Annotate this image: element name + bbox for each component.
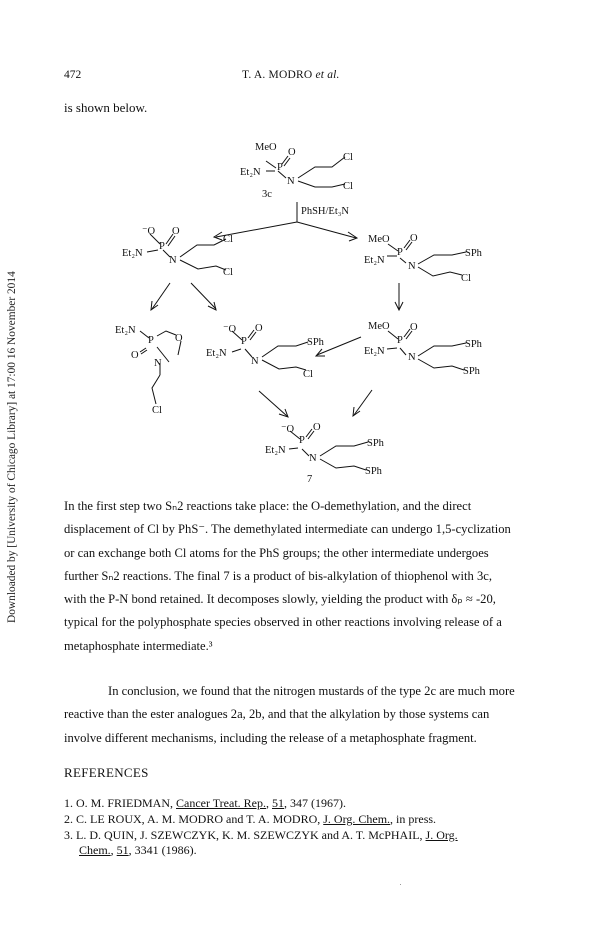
label-n: N <box>287 176 295 187</box>
compound-label-7: 7 <box>307 474 313 485</box>
label-o-minus: ⁻O <box>142 226 156 237</box>
label-sph: SPh <box>465 339 482 350</box>
reference-item <box>64 796 458 812</box>
paragraph-line: typical for the polyphosphate species observed in other reactions involving release of a <box>64 615 502 630</box>
reference-pages: , 3341 (1986). <box>128 843 197 858</box>
label-o: O <box>172 226 180 237</box>
label-p: P <box>148 335 154 346</box>
reference-item-continuation <box>64 843 458 859</box>
label-et2n: Et₂N <box>115 325 136 336</box>
reference-journal: Cancer Treat. Rep. <box>176 796 266 810</box>
reference-sep: , <box>266 796 272 810</box>
label-n: N <box>408 352 416 363</box>
paragraph-line: displacement of Cl by PhS⁻. The demethylated intermediate can undergo 1,5-cyclization <box>64 522 511 537</box>
label-sph: SPh <box>465 248 482 259</box>
label-p: P <box>241 336 247 347</box>
intro-sentence: is shown below. <box>64 100 148 115</box>
reference-volume: 51 <box>272 796 284 810</box>
reference-journal: J. Org. <box>425 827 458 842</box>
label-et2n: Et₂N <box>364 346 385 357</box>
reference-journal: J. Org. Chem. <box>323 811 391 826</box>
label-et2n: Et₂N <box>206 348 227 359</box>
paragraph-line: In the first step two Sₙ2 reactions take place: the O-demethylation, and the direct <box>64 499 472 513</box>
reference-sep: , <box>110 843 117 858</box>
reference-journal: Chem. <box>79 843 111 858</box>
label-n: N <box>408 261 416 272</box>
running-head-authors: T. A. MODRO <box>242 69 313 81</box>
download-watermark: Downloaded by [University of Chicago Library] at 17:00 16 November 2014 <box>6 271 18 623</box>
reference-item <box>64 812 458 828</box>
reference-volume: 51 <box>116 843 129 858</box>
label-n: N <box>169 255 177 266</box>
paragraph-line: with the P-N bond retained. It decomposes slowly, yielding the product with δₚ ≈ -20, <box>64 592 496 607</box>
label-p: P <box>397 247 403 258</box>
label-cl: Cl <box>343 152 353 163</box>
paragraph-line: reactive than the ester analogues 2a, 2b, and that the alkylation by those systems can <box>64 707 490 722</box>
label-o: O <box>410 233 418 244</box>
label-et2n: Et₂N <box>364 255 385 266</box>
label-cl: Cl <box>223 267 233 278</box>
reference-pages: , 347 (1967). <box>284 796 346 810</box>
label-o: O <box>313 422 321 433</box>
paragraph-mechanism <box>64 495 532 658</box>
paragraph-line: further Sₙ2 reactions. The final 7 is a product of bis-alkylation of thiophenol with 3c, <box>64 568 492 583</box>
label-o: O <box>175 333 183 344</box>
running-head-etal: et al. <box>315 69 340 81</box>
label-et2n: Et₂N <box>265 445 286 456</box>
label-n: N <box>309 453 317 464</box>
paragraph-conclusion <box>64 680 532 750</box>
label-meo: MeO <box>368 234 390 245</box>
label-cl: Cl <box>152 405 162 416</box>
reagent-label: PhSH/Et₃N <box>301 206 350 217</box>
label-o: O <box>288 147 296 158</box>
reference-authors: 2. C. LE ROUX, A. M. MODRO and T. A. MODRO, <box>64 811 324 826</box>
label-et2n: Et₂N <box>240 167 261 178</box>
paragraph-line: involve different mechanisms, including the release of a metaphosphate fragment. <box>64 730 477 745</box>
paragraph-line: metaphosphate intermediate.³ <box>64 638 213 653</box>
reference-pages: , in press. <box>390 811 437 826</box>
label-sph: SPh <box>365 466 382 477</box>
label-cl: Cl <box>461 273 471 284</box>
reference-authors: 3. L. D. QUIN, J. SZEWCZYK, K. M. SZEWCZYK and A. T. McPHAIL, <box>64 827 426 842</box>
label-p: P <box>277 162 283 173</box>
label-cl: Cl <box>303 369 313 380</box>
page-number: 472 <box>64 69 82 81</box>
label-meo: MeO <box>368 321 390 332</box>
label-meo: MeO <box>255 142 277 153</box>
label-o: O <box>131 350 139 361</box>
label-o: O <box>410 322 418 333</box>
references-heading: REFERENCES <box>64 765 149 780</box>
label-et2n: Et₂N <box>122 248 143 259</box>
label-o: O <box>255 323 263 334</box>
compound-label-3c: 3c <box>262 189 272 200</box>
paragraph-line: or can exchange both Cl atoms for the PhS groups; the other intermediate undergoes <box>64 545 489 560</box>
label-p: P <box>397 335 403 346</box>
label-sph: SPh <box>367 438 384 449</box>
label-sph: SPh <box>463 366 480 377</box>
label-n: N <box>154 358 162 369</box>
label-p: P <box>299 435 305 446</box>
references-list <box>64 796 458 859</box>
label-p: P <box>159 241 165 252</box>
paragraph-line: In conclusion, we found that the nitrogen mustards of the type 2c are much more <box>108 684 515 698</box>
label-cl: Cl <box>343 181 353 192</box>
scan-speck <box>400 884 401 885</box>
reference-authors: 1. O. M. FRIEDMAN, <box>64 796 177 810</box>
label-sph: SPh <box>307 337 324 348</box>
label-o-minus: ⁻O <box>223 324 237 335</box>
label-cl: Cl <box>223 234 233 245</box>
reference-item <box>64 828 458 844</box>
label-n: N <box>251 356 259 367</box>
label-o-minus: ⁻O <box>281 424 295 435</box>
